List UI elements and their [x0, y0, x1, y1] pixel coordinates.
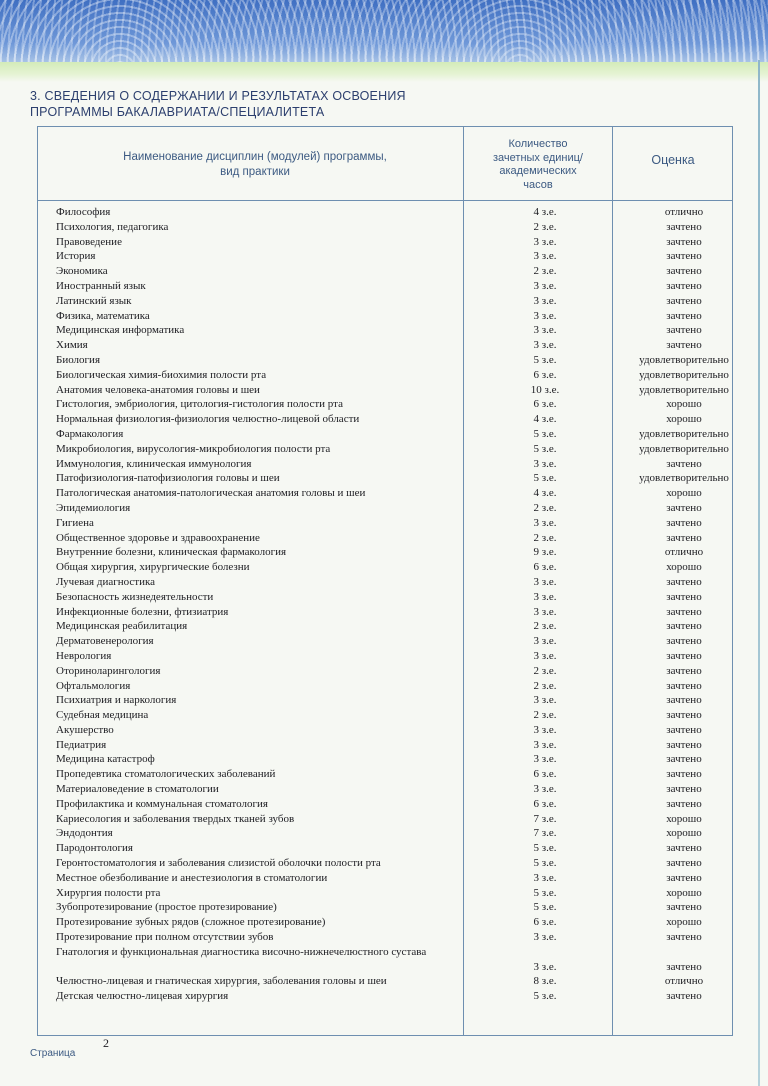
discipline-name: Гистология, эмбриология, цитология-гистология полости рта [56, 398, 343, 411]
grade: зачтено [666, 768, 702, 781]
table-row [0, 974, 768, 989]
grade: зачтено [666, 339, 702, 352]
grade: удовлетворительно [639, 442, 729, 455]
table-body [0, 205, 768, 1004]
table-row [0, 279, 768, 294]
credit-units: 3 з.е. [533, 279, 557, 292]
credit-units: 2 з.е. [533, 709, 557, 722]
grade: зачтено [666, 901, 702, 914]
credit-units: 6 з.е. [533, 561, 557, 574]
grade: зачтено [666, 575, 702, 588]
credit-units: 4 з.е. [533, 487, 557, 500]
credit-units: 5 з.е. [533, 442, 557, 455]
discipline-name: Медицинская информатика [56, 324, 185, 337]
credit-units: 5 з.е. [533, 857, 557, 870]
discipline-name: Материаловедение в стоматологии [56, 783, 219, 796]
table-row [0, 767, 768, 782]
grade: зачтено [666, 989, 702, 1002]
grade: хорошо [666, 561, 702, 574]
table-row [0, 353, 768, 368]
header-units-line3: академических [499, 165, 577, 177]
credit-units: 6 з.е. [533, 768, 557, 781]
discipline-name: Дерматовенерология [56, 635, 154, 648]
grade: удовлетворительно [639, 353, 729, 366]
table-row [0, 619, 768, 634]
credit-units: 6 з.е. [533, 368, 557, 381]
credit-units: 3 з.е. [533, 783, 557, 796]
credit-units: 3 з.е. [533, 605, 557, 618]
credit-units: 3 з.е. [533, 931, 557, 944]
grade: зачтено [666, 620, 702, 633]
table-row [0, 560, 768, 575]
credit-units: 5 з.е. [533, 427, 557, 440]
credit-units: 5 з.е. [533, 472, 557, 485]
credit-units: 2 з.е. [533, 501, 557, 514]
grade: хорошо [666, 812, 702, 825]
table-row [0, 930, 768, 945]
discipline-name: Патофизиология-патофизиология головы и шеи [56, 472, 280, 485]
decorative-top-band [0, 0, 768, 62]
table-row [0, 412, 768, 427]
grade: хорошо [666, 886, 702, 899]
page-number: 2 [103, 1036, 109, 1050]
table-row [0, 693, 768, 708]
credit-units: 3 з.е. [533, 575, 557, 588]
table-row [0, 501, 768, 516]
credit-units: 3 з.е. [533, 339, 557, 352]
discipline-name: Химия [56, 339, 88, 352]
credit-units: 3 з.е. [533, 753, 557, 766]
credit-units: 7 з.е. [533, 827, 557, 840]
discipline-name: Латинский язык [56, 294, 132, 307]
table-row [0, 723, 768, 738]
discipline-name: Иммунология, клиническая иммунология [56, 457, 252, 470]
table-row [0, 531, 768, 546]
credit-units: 3 з.е. [533, 635, 557, 648]
table-row [0, 649, 768, 664]
discipline-name: Психиатрия и наркология [56, 694, 177, 707]
discipline-name: Протезирование при полном отсутствии зубов [56, 931, 274, 944]
grade: зачтено [666, 783, 702, 796]
table-row [0, 915, 768, 930]
discipline-name: Правоведение [56, 235, 122, 248]
credit-units: 7 з.е. [533, 812, 557, 825]
credit-units: 9 з.е. [533, 546, 557, 559]
header-name-line1: Наименование дисциплин (модулей) программы, [123, 151, 387, 163]
grade: хорошо [666, 827, 702, 840]
grade: отлично [664, 546, 704, 559]
grade: зачтено [666, 842, 702, 855]
table-row [0, 264, 768, 279]
grade: зачтено [666, 738, 702, 751]
grade: зачтено [666, 857, 702, 870]
table-row [0, 826, 768, 841]
grade: зачтено [666, 960, 702, 973]
grade: зачтено [666, 723, 702, 736]
grade: зачтено [666, 649, 702, 662]
credit-units: 6 з.е. [533, 398, 557, 411]
credit-units: 5 з.е. [533, 901, 557, 914]
credit-units: 2 з.е. [533, 265, 557, 278]
table-row [0, 338, 768, 353]
discipline-name: Инфекционные болезни, фтизиатрия [56, 605, 229, 618]
header-units-line4: часов [523, 178, 553, 191]
credit-units: 4 з.е. [533, 206, 557, 218]
table-row [0, 471, 768, 486]
discipline-name: Кариесология и заболевания твердых тканей зубов [56, 812, 295, 825]
grade: зачтено [666, 309, 702, 322]
grade: зачтено [666, 279, 702, 292]
credit-units: 5 з.е. [533, 989, 557, 1002]
discipline-name: Местное обезболивание и анестезиология в стоматологии [56, 871, 328, 884]
discipline-name: Гигиена [56, 516, 94, 529]
table-row [0, 294, 768, 309]
discipline-name: Медицина катастроф [56, 753, 155, 766]
table-row [0, 989, 768, 1004]
grade: зачтено [666, 797, 702, 810]
credit-units: 3 з.е. [533, 960, 557, 973]
table-row [0, 871, 768, 886]
grade: зачтено [666, 531, 702, 544]
grade: зачтено [666, 679, 702, 692]
discipline-name: Хирургия полости рта [56, 886, 161, 899]
discipline-name: Эпидемиология [56, 501, 131, 514]
credit-units: 3 з.е. [533, 738, 557, 751]
table-row [0, 545, 768, 560]
table-row [0, 486, 768, 501]
discipline-name: История [56, 250, 96, 263]
grade: зачтено [666, 235, 702, 248]
discipline-name: Философия [56, 206, 111, 218]
grade: хорошо [666, 413, 702, 426]
credit-units: 3 з.е. [533, 457, 557, 470]
discipline-name: Протезирование зубных рядов (сложное протезирование) [56, 916, 326, 929]
header-grade: Оценка [651, 153, 695, 167]
credit-units: 2 з.е. [533, 531, 557, 544]
credit-units: 3 з.е. [533, 294, 557, 307]
table-row [0, 368, 768, 383]
discipline-name: Пародонтология [56, 842, 133, 855]
credit-units: 4 з.е. [533, 413, 557, 426]
discipline-name: Лучевая диагностика [56, 575, 156, 588]
table-row [0, 812, 768, 827]
table-row [0, 235, 768, 250]
credit-units: 6 з.е. [533, 916, 557, 929]
grade: хорошо [666, 916, 702, 929]
discipline-name: Зубопротезирование (простое протезирование) [56, 901, 277, 914]
header-units-line2: зачетных единиц/ [493, 151, 583, 164]
credit-units: 3 з.е. [533, 649, 557, 662]
grade: зачтено [666, 605, 702, 618]
credit-units: 3 з.е. [533, 250, 557, 263]
credit-units: 5 з.е. [533, 353, 557, 366]
discipline-name: Эндодонтия [56, 827, 113, 840]
discipline-name: Нормальная физиология-физиология челюстно-лицевой области [56, 413, 360, 426]
table-row [0, 249, 768, 264]
discipline-name: Медицинская реабилитация [56, 620, 188, 633]
table-row [0, 634, 768, 649]
discipline-name: Акушерство [56, 723, 114, 736]
discipline-name: Гнатология и функциональная диагностика височно-нижнечелюстного сустава [56, 945, 427, 958]
table-row [0, 442, 768, 457]
credit-units: 2 з.е. [533, 220, 557, 233]
decorative-stripe [0, 62, 768, 82]
grade: зачтено [666, 709, 702, 722]
table-row [0, 383, 768, 398]
grade: зачтено [666, 501, 702, 514]
header-name-line2: вид практики [220, 166, 290, 178]
discipline-name: Профилактика и коммунальная стоматология [56, 797, 268, 810]
grade: удовлетворительно [639, 472, 729, 485]
discipline-name: Микробиология, вирусология-микробиология полости рта [56, 442, 331, 455]
credit-units: 8 з.е. [533, 975, 557, 988]
grade: зачтено [666, 324, 702, 337]
discipline-name: Биология [56, 353, 101, 366]
table-row [0, 575, 768, 590]
table-row [0, 323, 768, 338]
table-row [0, 900, 768, 915]
grade: зачтено [666, 664, 702, 677]
credit-units: 5 з.е. [533, 886, 557, 899]
credit-units: 2 з.е. [533, 664, 557, 677]
grade: зачтено [666, 294, 702, 307]
grade: зачтено [666, 753, 702, 766]
section-title-line1: 3. СВЕДЕНИЯ О СОДЕРЖАНИИ И РЕЗУЛЬТАТАХ ОСВОЕНИЯ [30, 89, 406, 103]
credit-units: 3 з.е. [533, 235, 557, 248]
grade: зачтено [666, 871, 702, 884]
discipline-name: Внутренние болезни, клиническая фармакология [56, 546, 287, 559]
header-units-line1: Количество [508, 138, 568, 150]
discipline-name: Неврология [56, 649, 112, 662]
discipline-name: Фармакология [56, 427, 124, 440]
table-row [0, 516, 768, 531]
table-row [0, 679, 768, 694]
header-credit-units [468, 138, 608, 192]
table-row [0, 797, 768, 812]
discipline-name: Анатомия человека-анатомия головы и шеи [56, 383, 260, 396]
table-row [0, 427, 768, 442]
grade: зачтено [666, 590, 702, 603]
discipline-name: Педиатрия [56, 738, 107, 751]
credit-units: 3 з.е. [533, 590, 557, 603]
discipline-name: Общественное здоровье и здравоохранение [56, 531, 260, 544]
table-row [0, 708, 768, 723]
table-row [0, 752, 768, 767]
credit-units: 2 з.е. [533, 679, 557, 692]
credit-units: 3 з.е. [533, 694, 557, 707]
discipline-name: Патологическая анатомия-патологическая анатомия головы и шеи [56, 487, 366, 500]
credit-units: 3 з.е. [533, 871, 557, 884]
discipline-name: Детская челюстно-лицевая хирургия [56, 989, 229, 1002]
table-row [0, 856, 768, 871]
grade: зачтено [666, 220, 702, 233]
table-row [0, 664, 768, 679]
discipline-name: Физика, математика [56, 309, 150, 322]
grade: удовлетворительно [639, 368, 729, 381]
table-row [0, 590, 768, 605]
header-divider [37, 200, 733, 201]
footer-page-label: Страница [30, 1048, 76, 1059]
credit-units: 2 з.е. [533, 620, 557, 633]
section-title-line2: ПРОГРАММЫ БАКАЛАВРИАТА/СПЕЦИАЛИТЕТА [30, 105, 325, 119]
grade: зачтено [666, 457, 702, 470]
discipline-name: Безопасность жизнедеятельности [56, 590, 214, 603]
grade: отлично [664, 975, 704, 988]
discipline-name: Иностранный язык [56, 279, 146, 292]
table-row [0, 457, 768, 472]
credit-units: 3 з.е. [533, 324, 557, 337]
credit-units: 6 з.е. [533, 797, 557, 810]
table-row [0, 738, 768, 753]
grade: хорошо [666, 398, 702, 411]
table-row [0, 605, 768, 620]
credit-units: 3 з.е. [533, 309, 557, 322]
credit-units: 10 з.е. [530, 383, 560, 396]
table-row [0, 397, 768, 412]
discipline-name: Общая хирургия, хирургические болезни [56, 561, 250, 574]
discipline-name: Судебная медицина [56, 709, 149, 722]
grade: хорошо [666, 487, 702, 500]
table-row [0, 886, 768, 901]
table-row [0, 220, 768, 235]
grade: зачтено [666, 516, 702, 529]
table-row [0, 309, 768, 324]
grade: зачтено [666, 694, 702, 707]
section-title [30, 88, 530, 120]
grade: удовлетворительно [639, 383, 729, 396]
grade: удовлетворительно [639, 427, 729, 440]
discipline-name: Биологическая химия-биохимия полости рта [56, 368, 267, 381]
discipline-name: Пропедевтика стоматологических заболеваний [56, 768, 276, 781]
discipline-name: Экономика [56, 265, 108, 278]
credit-units: 5 з.е. [533, 842, 557, 855]
credit-units: 3 з.е. [533, 516, 557, 529]
table-row [0, 782, 768, 797]
discipline-name: Челюстно-лицевая и гнатическая хирургия, заболевания головы и шеи [56, 975, 387, 988]
table-row [0, 205, 768, 220]
grade: зачтено [666, 250, 702, 263]
grade: отлично [664, 206, 704, 218]
header-discipline-name [80, 150, 430, 180]
discipline-name: Оториноларингология [56, 664, 161, 677]
grade: зачтено [666, 931, 702, 944]
credit-units: 3 з.е. [533, 723, 557, 736]
table-row [0, 841, 768, 856]
discipline-name: Геронтостоматология и заболевания слизистой оболочки полости рта [56, 857, 381, 870]
grade: зачтено [666, 265, 702, 278]
discipline-name: Офтальмология [56, 679, 131, 692]
grade: зачтено [666, 635, 702, 648]
table-row [0, 945, 768, 974]
discipline-name: Психология, педагогика [56, 220, 169, 233]
